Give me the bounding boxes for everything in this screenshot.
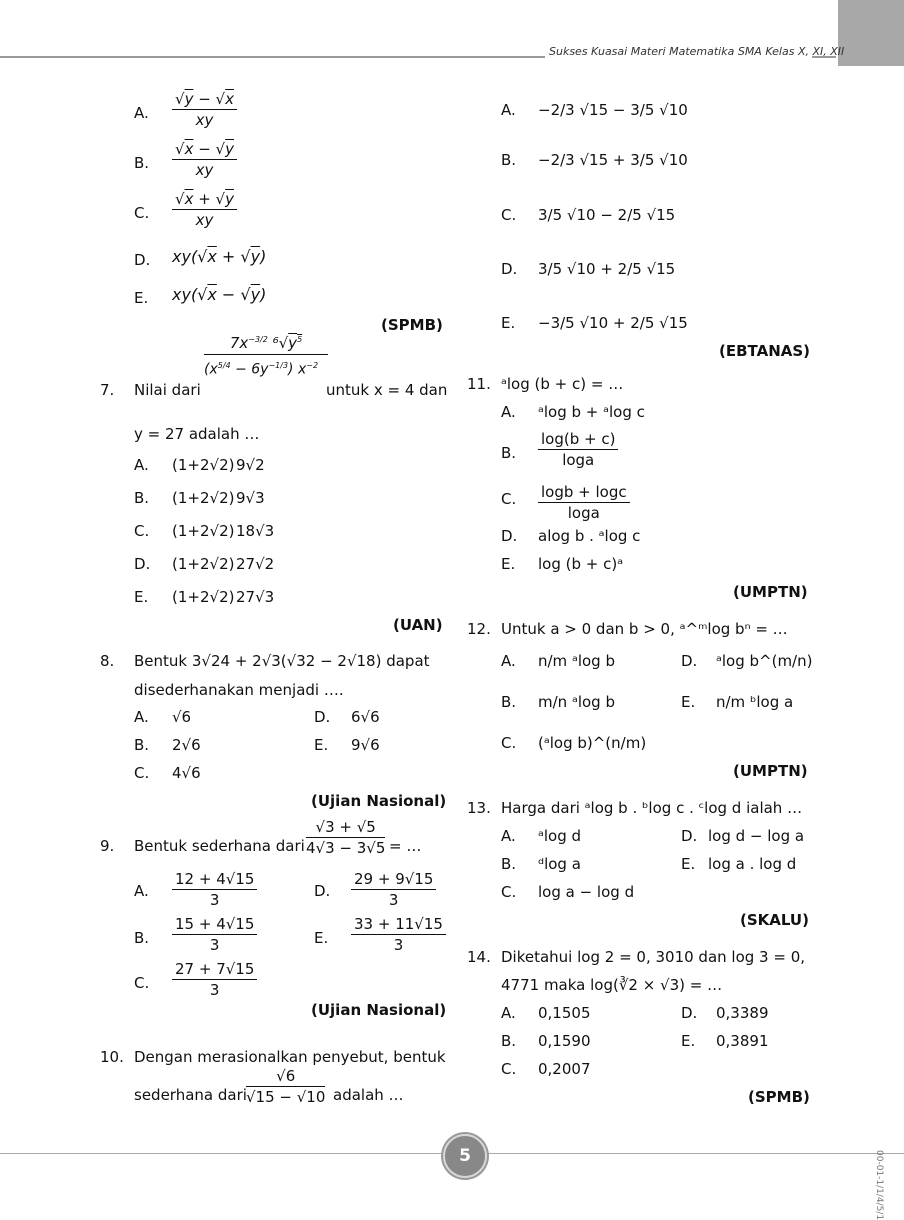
question-text: Nilai dari bbox=[134, 381, 201, 399]
option-letter: D. bbox=[134, 251, 151, 269]
q10-fraction: $\frac{√6}{√15 - √10}$ bbox=[246, 1067, 326, 1106]
option-letter: D. bbox=[681, 652, 698, 670]
option-value: 3/5 √10 + 2/5 √15 bbox=[538, 260, 676, 278]
question-text: Bentuk sederhana dari bbox=[134, 837, 305, 855]
question-text: Harga dari ᵃlog b . ᵇlog c . ᶜlog d ialah … bbox=[501, 799, 803, 817]
source-label: (UMPTN) bbox=[733, 762, 808, 780]
option-value: 4√6 bbox=[172, 764, 201, 782]
option-letter: B. bbox=[501, 151, 517, 169]
option-value: 0,1505 bbox=[538, 1004, 591, 1022]
question-text-tail: adalah … bbox=[333, 1086, 404, 1104]
option-value: 27√2 bbox=[236, 555, 275, 573]
option-prefix: (1+2√2) bbox=[172, 522, 235, 540]
option-value: −2/3 √15 − 3/5 √10 bbox=[538, 101, 688, 119]
option-value: m/n ᵃlog b bbox=[538, 693, 615, 711]
question-number: 9. bbox=[100, 837, 115, 855]
option-value: log a . log d bbox=[708, 855, 797, 873]
question-number: 8. bbox=[100, 652, 115, 670]
option-letter: B. bbox=[501, 1032, 517, 1050]
option-letter: B. bbox=[134, 489, 150, 507]
option-letter: A. bbox=[501, 403, 516, 421]
option-prefix: (1+2√2) bbox=[172, 555, 235, 573]
question-number: 14. bbox=[467, 948, 491, 966]
print-code: 00-01-1/1/4/5/1 bbox=[874, 1150, 884, 1220]
question-text: Bentuk 3√24 + 2√3(√32 − 2√18) dapat bbox=[134, 652, 430, 670]
question-text-tail: = … bbox=[389, 837, 422, 855]
option-letter: C. bbox=[134, 764, 150, 782]
question-number: 7. bbox=[100, 381, 115, 399]
option-letter: C. bbox=[134, 204, 150, 222]
option-letter: B. bbox=[501, 855, 517, 873]
q6-option-e-expr: xy(√x − √y) bbox=[172, 285, 267, 304]
option-letter: A. bbox=[501, 652, 516, 670]
question-text: Untuk a > 0 dan b > 0, ᵃ^ᵐlog bⁿ = … bbox=[501, 620, 788, 638]
source-label: (SPMB) bbox=[381, 316, 443, 334]
option-letter: B. bbox=[501, 444, 517, 462]
q9-fraction: $\frac{√3 + √5}{4√3 - 3√5}$ bbox=[306, 818, 386, 857]
source-label: (Ujian Nasional) bbox=[311, 792, 447, 810]
option-value: 18√3 bbox=[236, 522, 275, 540]
option-letter: B. bbox=[134, 929, 150, 947]
option-letter: A. bbox=[501, 1004, 516, 1022]
option-value: 0,2007 bbox=[538, 1060, 591, 1078]
option-letter: D. bbox=[681, 1004, 698, 1022]
source-label: (UMPTN) bbox=[733, 583, 808, 601]
option-value: 0,1590 bbox=[538, 1032, 591, 1050]
option-letter: E. bbox=[501, 555, 516, 573]
question-text-tail: untuk x = 4 dan bbox=[326, 381, 448, 399]
header-title: Sukses Kuasai Materi Matematika SMA Kelas X, XI, XII bbox=[549, 45, 845, 58]
option-letter: D. bbox=[681, 827, 698, 845]
source-label: (EBTANAS) bbox=[719, 342, 811, 360]
option-letter: E. bbox=[314, 929, 329, 947]
option-letter: A. bbox=[134, 104, 149, 122]
question-number: 13. bbox=[467, 799, 491, 817]
option-prefix: (1+2√2) bbox=[172, 456, 235, 474]
option-letter: A. bbox=[501, 827, 516, 845]
option-value: log d − log a bbox=[708, 827, 805, 845]
question-number: 11. bbox=[467, 375, 491, 393]
option-value: 0,3389 bbox=[716, 1004, 769, 1022]
option-letter: E. bbox=[501, 314, 516, 332]
option-value: (ᵃlog b)^(n/m) bbox=[538, 734, 647, 752]
option-letter: A. bbox=[501, 101, 516, 119]
option-value: n/m ᵃlog b bbox=[538, 652, 615, 670]
option-letter: C. bbox=[134, 522, 150, 540]
option-value: √6 bbox=[172, 708, 192, 726]
question-number: 12. bbox=[467, 620, 491, 638]
question-text-line2: sederhana dari bbox=[134, 1086, 247, 1104]
corner-tab bbox=[838, 0, 904, 66]
option-letter: E. bbox=[134, 289, 149, 307]
option-value: 9√2 bbox=[236, 456, 265, 474]
question-text: Dengan merasionalkan penyebut, bentuk bbox=[134, 1048, 446, 1066]
option-value: −2/3 √15 + 3/5 √10 bbox=[538, 151, 688, 169]
option-value: 6√6 bbox=[351, 708, 380, 726]
option-value: 3/5 √10 − 2/5 √15 bbox=[538, 206, 676, 224]
option-value: ᵃlog b^(m/n) bbox=[716, 652, 813, 670]
q7-expression: $7x^{-3/2}$ $^6√y^5$ $(x^{5/4} - 6y^{-1/3})$ $x^{-2}$ bbox=[204, 334, 328, 378]
option-letter: C. bbox=[501, 1060, 517, 1078]
option-letter: D. bbox=[134, 555, 151, 573]
option-letter: D. bbox=[501, 260, 518, 278]
option-value: n/m ᵇlog a bbox=[716, 693, 794, 711]
option-value: ᵃlog d bbox=[538, 827, 582, 845]
option-letter: E. bbox=[134, 588, 149, 606]
source-label: (UAN) bbox=[393, 616, 443, 634]
option-letter: C. bbox=[501, 490, 517, 508]
option-value: 9√3 bbox=[236, 489, 265, 507]
option-letter: A. bbox=[134, 456, 149, 474]
question-text-line2: 4771 maka log(∛2 × √3) = … bbox=[501, 976, 723, 994]
q6-option-c-expr: $\frac{√x + √y}{xy}$ bbox=[172, 190, 237, 229]
option-letter: D. bbox=[501, 527, 518, 545]
option-fraction: $\frac{29 + 9√15}{3}$ bbox=[351, 870, 436, 909]
option-value: ᵃlog b + ᵃlog c bbox=[538, 403, 645, 421]
option-letter: B. bbox=[134, 154, 150, 172]
option-value: −3/5 √10 + 2/5 √15 bbox=[538, 314, 688, 332]
option-letter: E. bbox=[681, 855, 696, 873]
option-letter: E. bbox=[681, 1032, 696, 1050]
option-value: log a − log d bbox=[538, 883, 635, 901]
option-letter: C. bbox=[501, 206, 517, 224]
option-fraction: $\frac{33 + 11√15}{3}$ bbox=[351, 915, 446, 954]
option-fraction: $\frac{12 + 4√15}{3}$ bbox=[172, 870, 257, 909]
source-label: (SKALU) bbox=[740, 911, 809, 929]
source-label: (Ujian Nasional) bbox=[311, 1001, 447, 1019]
option-fraction: $\frac{27 + 7√15}{3}$ bbox=[172, 960, 257, 999]
option-letter: C. bbox=[501, 734, 517, 752]
option-value: log (b + c)ᵃ bbox=[538, 555, 624, 573]
option-letter: A. bbox=[134, 708, 149, 726]
question-text-line2: disederhanakan menjadi …. bbox=[134, 681, 344, 699]
option-letter: E. bbox=[681, 693, 696, 711]
question-number: 10. bbox=[100, 1048, 124, 1066]
q6-option-b-expr: $\frac{√x - √y}{xy}$ bbox=[172, 140, 237, 179]
option-letter: B. bbox=[134, 736, 150, 754]
option-fraction: $\frac{\log(b + c)}{\log a}$ bbox=[538, 430, 618, 469]
option-letter: D. bbox=[314, 882, 331, 900]
option-letter: C. bbox=[134, 974, 150, 992]
page-number: 5 bbox=[443, 1134, 487, 1178]
q6-option-d-expr: xy(√x + √y) bbox=[172, 247, 267, 266]
question-text: Diketahui log 2 = 0, 3010 dan log 3 = 0, bbox=[501, 948, 806, 966]
option-letter: A. bbox=[134, 882, 149, 900]
option-value: 9√6 bbox=[351, 736, 380, 754]
option-fraction: $\frac{\log b + \log c}{\log a}$ bbox=[538, 483, 630, 522]
option-prefix: (1+2√2) bbox=[172, 489, 235, 507]
header-rule bbox=[0, 56, 545, 58]
option-value: 0,3891 bbox=[716, 1032, 769, 1050]
q6-option-a-expr: $\frac{√y - √x}{xy}$ bbox=[172, 90, 237, 129]
source-label: (SPMB) bbox=[748, 1088, 810, 1106]
option-value: 2√6 bbox=[172, 736, 201, 754]
question-text-line2: y = 27 adalah … bbox=[134, 425, 260, 443]
option-prefix: (1+2√2) bbox=[172, 588, 235, 606]
question-text: ᵃlog (b + c) = … bbox=[501, 375, 624, 393]
option-letter: B. bbox=[501, 693, 517, 711]
option-value: ᵈlog a bbox=[538, 855, 581, 873]
option-letter: C. bbox=[501, 883, 517, 901]
option-letter: D. bbox=[314, 708, 331, 726]
option-value: 27√3 bbox=[236, 588, 275, 606]
option-fraction: $\frac{15 + 4√15}{3}$ bbox=[172, 915, 257, 954]
option-value: alog b . ᵃlog c bbox=[538, 527, 641, 545]
option-letter: E. bbox=[314, 736, 329, 754]
